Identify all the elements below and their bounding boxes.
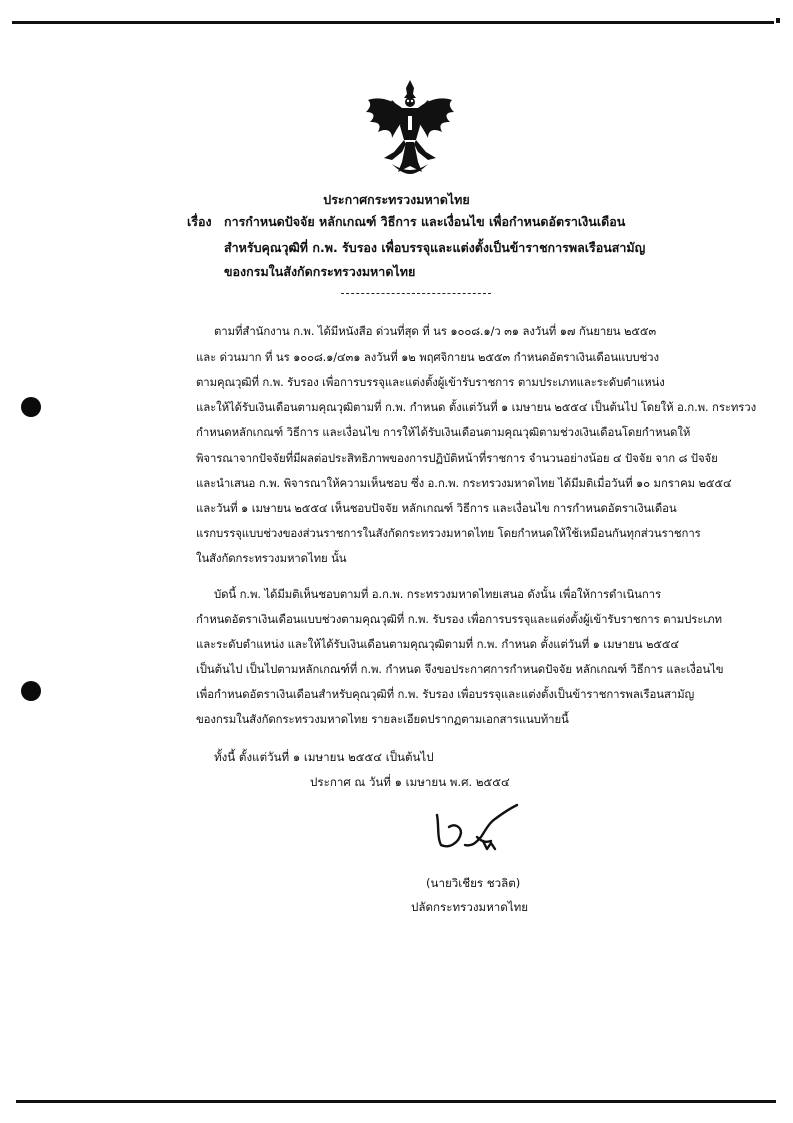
paragraph-line: และ ด่วนมาก ที่ นร ๑๐๐๘.๑/๔๓๑ ลงวันที่ ๑๒ พฤศจิกายน ๒๕๕๓ กำหนดอัตราเงินเดือนแบบช่วง	[196, 350, 659, 364]
paragraph-line: กำหนดอัตราเงินเดือนแบบช่วงตามคุณวุฒิที่ ก.พ. รับรอง เพื่อการบรรจุและแต่งตั้งผู้เข้ารับราชการ ตามประเภท	[196, 612, 722, 626]
subject-line: สำหรับคุณวุฒิที่ ก.พ. รับรอง เพื่อบรรจุและแต่งตั้งเป็นข้าราชการพลเรือนสามัญ	[224, 240, 646, 255]
effective-date-line: ทั้งนี้ ตั้งแต่วันที่ ๑ เมษายน ๒๕๕๔ เป็นต้นไป	[214, 750, 434, 764]
paragraph-line: กำหนดหลักเกณฑ์ วิธีการ และเงื่อนไข การให้ได้รับเงินเดือนตามคุณวุฒิตามช่วงเงินเดือนโดยกำหนดให้	[196, 425, 691, 439]
paragraph-line: และให้ได้รับเงินเดือนตามคุณวุฒิตามที่ ก.พ. กำหนด ตั้งแต่วันที่ ๑ เมษายน ๒๕๕๔ เป็นต้นไป โดยให้ อ.ก.พ. กระทรวง	[196, 400, 757, 414]
announcement-date-line: ประกาศ ณ วันที่ ๑ เมษายน พ.ศ. ๒๕๕๔	[310, 775, 510, 789]
garuda-emblem-icon	[362, 78, 458, 178]
paragraph-line: พิจารณาจากปัจจัยที่มีผลต่อประสิทธิภาพของการปฏิบัติหน้าที่ราชการ จำนวนอย่างน้อย ๔ ปัจจัย จาก ๘ ปัจจัย	[196, 451, 718, 465]
paragraph-line: และระดับตำแหน่ง และให้ได้รับเงินเดือนตามคุณวุฒิตามที่ ก.พ. กำหนด ตั้งแต่วันที่ ๑ เมษายน ๒๕๕๔	[196, 637, 679, 651]
paragraph-line: และวันที่ ๑ เมษายน ๒๕๕๔ เห็นชอบปัจจัย หลักเกณฑ์ วิธีการ และเงื่อนไข การกำหนดอัตราเงินเดือน	[196, 501, 677, 515]
heading-separator	[341, 293, 491, 294]
paragraph-line: ของกรมในสังกัดกระทรวงมหาดไทย รายละเอียดปรากฏตามเอกสารแนบท้ายนี้	[196, 712, 569, 726]
signatory-name: (นายวิเชียร ชวลิต)	[426, 876, 521, 890]
top-border-line	[12, 21, 774, 24]
paragraph-line: เป็นต้นไป เป็นไปตามหลักเกณฑ์ที่ ก.พ. กำหนด จึงขอประกาศการกำหนดปัจจัย หลักเกณฑ์ วิธีการ และเงื่อนไข	[196, 662, 724, 676]
signatory-position: ปลัดกระทรวงมหาดไทย	[411, 900, 529, 914]
paragraph-line: เพื่อกำหนดอัตราเงินเดือนสำหรับคุณวุฒิที่ ก.พ. รับรอง เพื่อบรรจุและแต่งตั้งเป็นข้าราชการพลเรือนสามัญ	[196, 687, 695, 701]
punch-hole	[21, 681, 41, 701]
paragraph-line: ตามที่สำนักงาน ก.พ. ได้มีหนังสือ ด่วนที่สุด ที่ นร ๑๐๐๘.๑/ว ๓๑ ลงวันที่ ๑๗ กันยายน ๒๕๕๓	[214, 324, 657, 338]
announcement-title: ประกาศกระทรวงมหาดไทย	[323, 192, 470, 207]
paragraph-line: แรกบรรจุแบบช่วงของส่วนราชการในสังกัดกระทรวงมหาดไทย โดยกำหนดให้ใช้เหมือนกันทุกส่วนราชการ	[196, 526, 701, 540]
subject-line: การกำหนดปัจจัย หลักเกณฑ์ วิธีการ และเงื่อนไข เพื่อกำหนดอัตราเงินเดือน	[224, 214, 626, 229]
punch-hole	[21, 397, 41, 417]
bottom-border-line	[16, 1100, 776, 1103]
paragraph-line: ในสังกัดกระทรวงมหาดไทย นั้น	[196, 551, 347, 565]
top-border-mark	[776, 18, 780, 23]
paragraph-line: และนำเสนอ ก.พ. พิจารณาให้ความเห็นชอบ ซึ่ง อ.ก.พ. กระทรวงมหาดไทย ได้มีมติเมื่อวันที่ ๑๐ มกราคม ๒๕๕๔	[196, 476, 732, 490]
subject-label: เรื่อง	[187, 214, 212, 229]
paragraph-line: ตามคุณวุฒิที่ ก.พ. รับรอง เพื่อการบรรจุและแต่งตั้งผู้เข้ารับราชการ ตามประเภทและระดับตำแหน่ง	[196, 375, 665, 389]
signature-icon	[425, 797, 535, 857]
paragraph-line: บัดนี้ ก.พ. ได้มีมติเห็นชอบตามที่ อ.ก.พ. กระทรวงมหาดไทยเสนอ ดังนั้น เพื่อให้การดำเนินการ	[214, 587, 661, 601]
subject-line: ของกรมในสังกัดกระทรวงมหาดไทย	[224, 264, 416, 279]
